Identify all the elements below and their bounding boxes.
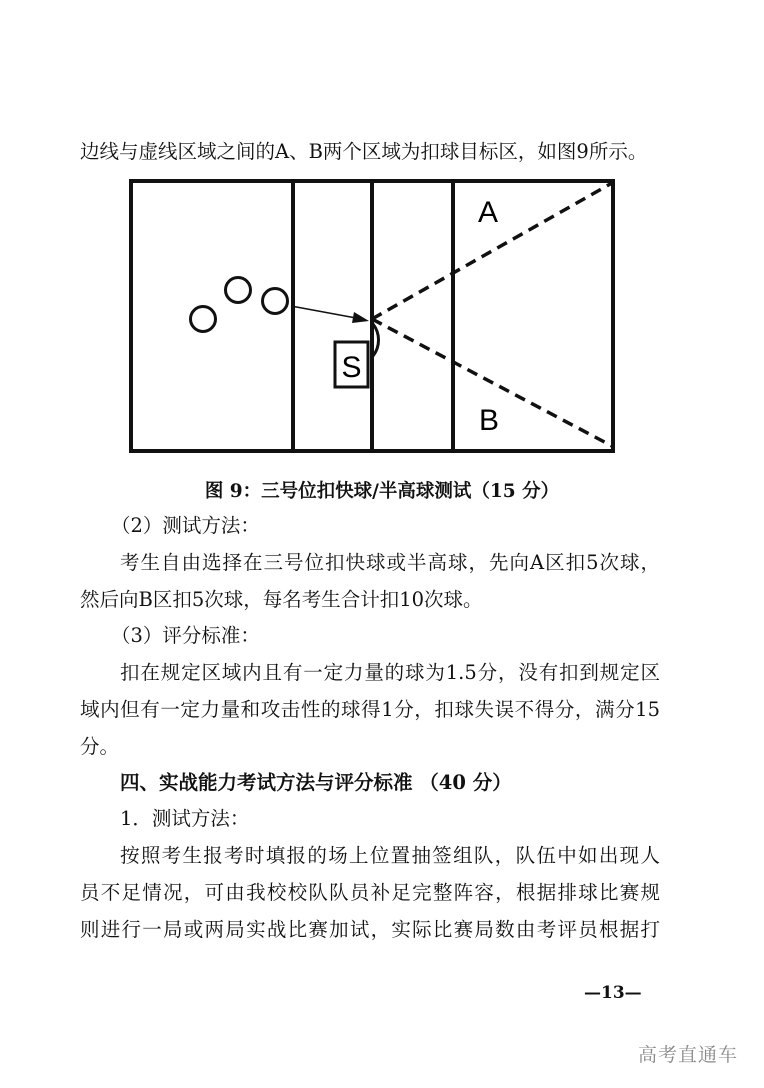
test-method-heading: （2）测试方法：: [111, 514, 260, 537]
test-method-line-2: 然后向B区扣5次球，每名考生合计扣10次球。: [80, 588, 483, 611]
label-b: B: [478, 404, 500, 437]
arrow-head: [352, 312, 369, 323]
page-number: —13—: [584, 983, 642, 1003]
player-circle: [191, 307, 216, 332]
section-four-subheading: 1．测试方法：: [120, 807, 250, 830]
scoring-line-3: 分。: [80, 735, 120, 758]
court-diagram: [128, 178, 616, 456]
watermark: 高考直通车: [637, 1044, 738, 1066]
section-four-line-3: 则进行一局或两局实战比赛加试，实际比赛局数由考评员根据打: [80, 918, 660, 941]
section-four-line-1: 按照考生报考时填报的场上位置抽签组队，队伍中如出现人: [120, 844, 660, 867]
player-circle: [263, 289, 288, 314]
section-four-line-2: 员不足情况，可由我校校队队员补足完整阵容，根据排球比赛规: [80, 881, 660, 904]
scoring-line-2: 域内但有一定力量和攻击性的球得1分，扣球失误不得分，满分15: [80, 698, 660, 721]
scoring-heading: （3）评分标准：: [111, 624, 260, 647]
section-four-heading: 四、实战能力考试方法与评分标准 （40 分）: [120, 771, 512, 794]
player-circle: [226, 278, 251, 303]
figure-caption: 图 9：三号位扣快球/半高球测试（15 分）: [204, 481, 560, 502]
pass-arrow: [291, 306, 356, 318]
label-s: S: [341, 351, 362, 384]
scoring-line-1: 扣在规定区域内且有一定力量的球为1.5分，没有扣到规定区: [120, 661, 660, 684]
test-method-line-1: 考生自由选择在三号位扣快球或半高球，先向A区扣5次球，: [120, 551, 660, 574]
intro-line: 边线与虚线区域之间的A、B两个区域为扣球目标区，如图9所示。: [80, 140, 648, 163]
label-a: A: [477, 196, 499, 229]
